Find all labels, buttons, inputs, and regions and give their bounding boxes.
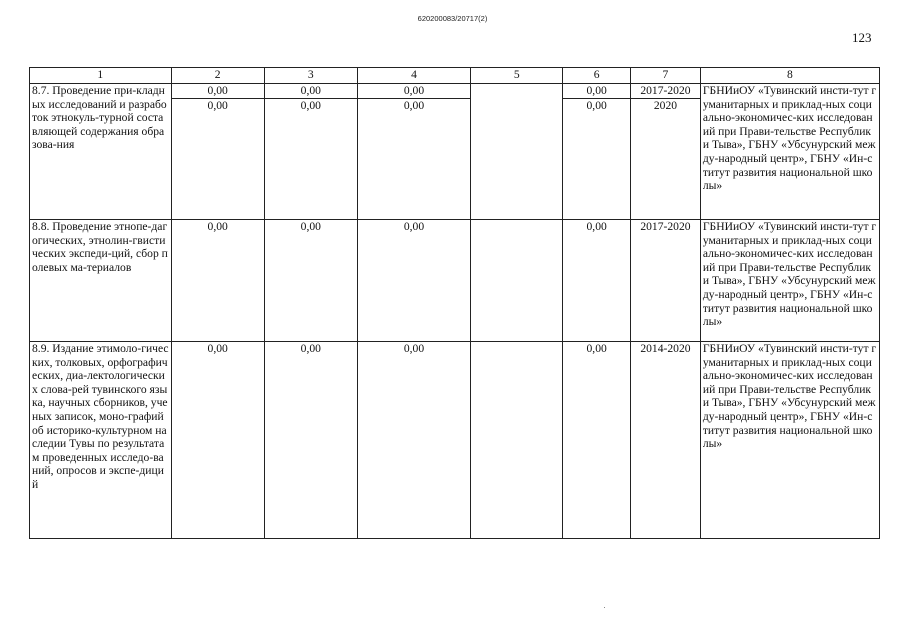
value-line: 0,00: [563, 84, 630, 99]
value-cell: [264, 84, 357, 220]
column-header: 4: [357, 68, 470, 84]
column-header: 7: [631, 68, 701, 84]
value-line: 0,00: [403, 98, 425, 112]
executor-cell: ГБНИиОУ «Тувинский инсти-тут гуманитарных и приклад-ных социально-экономичес-ких исследований при Прави-тельстве Республики Тыва», ГБНУ «Убсунурский между-народный центр», ГБНУ «Ин-ститут развития национальной школы»: [700, 220, 879, 342]
table-row: [30, 342, 880, 539]
value-cell: [471, 84, 563, 220]
value-cell: 0,00: [357, 342, 470, 539]
column-header: 6: [563, 68, 631, 84]
value-cell: [471, 342, 563, 539]
activity-name: 8.7. Проведение при-кладных исследований и разработок этнокуль-турной составляющей содержания образова-ния: [30, 84, 172, 220]
value-cell: 0,00: [171, 342, 264, 539]
executor-cell: ГБНИиОУ «Тувинский инсти-тут гуманитарных и приклад-ных социально-экономичес-ких исследований при Прави-тельстве Республики Тыва», ГБНУ «Убсунурский между-народный центр», ГБНУ «Ин-ститут развития национальной школы»: [700, 342, 879, 539]
value-cell: 0,00: [563, 220, 631, 342]
column-header: 1: [30, 68, 172, 84]
period-cell: [631, 84, 701, 220]
value-line: 0,00: [172, 84, 264, 99]
value-cell: [563, 84, 631, 220]
value-cell: [171, 84, 264, 220]
value-cell: 0,00: [171, 220, 264, 342]
page-number: 123: [852, 30, 872, 45]
activity-name: 8.9. Издание этимоло-гических, толковых, орфографических, диа-лектологических слова-рей тувинского языка, научных сборников, ученых записок, моно-графий об историко-культурном наследии Тувы по результатам проведенных исследо-ваний, опросов и экспе-диций: [30, 342, 172, 539]
column-header: 3: [264, 68, 357, 84]
table-row: [30, 220, 880, 342]
period-line: 2020: [653, 98, 678, 112]
scan-speck: [604, 607, 605, 608]
value-cell: 0,00: [264, 342, 357, 539]
column-header: 5: [471, 68, 563, 84]
value-cell: 0,00: [357, 220, 470, 342]
value-line: 0,00: [207, 98, 228, 112]
column-header: 2: [171, 68, 264, 84]
period-cell: 2014-2020: [631, 342, 701, 539]
executor-cell: ГБНИиОУ «Тувинский инсти-тут гуманитарных и приклад-ных социально-экономичес-ких исследований при Прави-тельстве Республики Тыва», ГБНУ «Убсунурский между-народный центр», ГБНУ «Ин-ститут развития национальной школы»: [700, 84, 879, 220]
table-row: [30, 84, 880, 220]
value-cell: [357, 84, 470, 220]
value-line: 0,00: [265, 84, 357, 99]
period-line: 2017-2020: [631, 84, 700, 99]
table-header-row: [30, 68, 880, 84]
value-cell: 0,00: [563, 342, 631, 539]
activity-name: 8.8. Проведение этнопе-дагогических, этнолин-гвистических экспеди-ций, сбор полевых ма-териалов: [30, 220, 172, 342]
value-line: 0,00: [300, 98, 321, 112]
period-cell: 2017-2020: [631, 220, 701, 342]
value-line: 0,00: [586, 98, 607, 112]
value-line: 0,00: [358, 84, 470, 99]
value-cell: 0,00: [264, 220, 357, 342]
value-cell: [471, 220, 563, 342]
column-header: 8: [700, 68, 879, 84]
program-table: [29, 67, 880, 539]
document-id: 620200083/20717(2): [417, 14, 488, 23]
